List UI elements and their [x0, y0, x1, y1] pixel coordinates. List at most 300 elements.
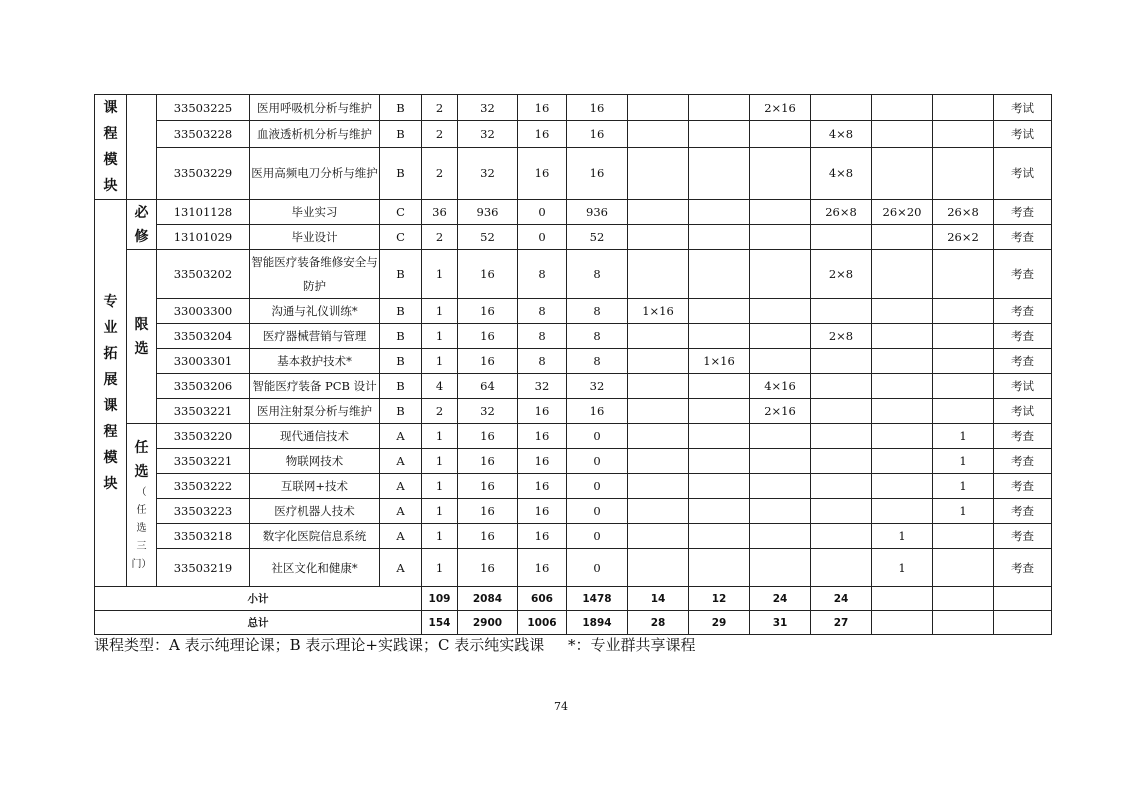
table-row [95, 399, 1052, 424]
semester-3 [750, 299, 811, 324]
theory-hours: 16 [518, 499, 567, 524]
semester-5 [872, 121, 933, 147]
course-code: 33003301 [157, 349, 250, 374]
module-top-char: 模 [103, 152, 118, 168]
practice-hours: 0 [567, 424, 628, 449]
module-ext-char: 课 [103, 398, 118, 414]
course-name: 毕业设计 [250, 225, 380, 250]
assessment: 考查 [994, 299, 1052, 324]
course-name: 医用呼吸机分析与维护 [250, 95, 380, 121]
semester-1 [628, 121, 689, 147]
module-top-char: 程 [103, 126, 118, 142]
course-name: 社区文化和健康* [250, 549, 380, 587]
renxuan-note-char: 三 [136, 541, 147, 552]
course-type: A [380, 499, 422, 524]
module-top-char: 块 [103, 178, 118, 194]
assessment: 考试 [994, 121, 1052, 147]
total-hours: 16 [458, 349, 518, 374]
semester-6 [933, 121, 994, 147]
practice-hours: 936 [567, 200, 628, 225]
table-row [95, 424, 1052, 449]
summary-credit: 154 [422, 611, 458, 635]
theory-hours: 8 [518, 250, 567, 299]
theory-hours: 16 [518, 95, 567, 121]
summary-s1: 14 [628, 587, 689, 611]
practice-hours: 0 [567, 499, 628, 524]
credit: 1 [422, 250, 458, 299]
credit: 1 [422, 524, 458, 549]
renxuan-char: 选 [134, 464, 149, 480]
summary-total: 2084 [458, 587, 518, 611]
semester-4 [811, 499, 872, 524]
theory-hours: 16 [518, 549, 567, 587]
semester-4 [811, 374, 872, 399]
semester-2 [689, 449, 750, 474]
xianxuan-char: 限 [134, 316, 149, 333]
total-hours: 16 [458, 549, 518, 587]
theory-hours: 16 [518, 424, 567, 449]
theory-hours: 16 [518, 524, 567, 549]
semester-1 [628, 424, 689, 449]
table-row [95, 499, 1052, 524]
course-type: A [380, 474, 422, 499]
semester-1 [628, 474, 689, 499]
total-hours: 16 [458, 299, 518, 324]
practice-hours: 8 [567, 324, 628, 349]
renxuan-note-char: 门） [131, 559, 152, 570]
total-hours: 32 [458, 95, 518, 121]
total-hours: 64 [458, 374, 518, 399]
course-type: B [380, 374, 422, 399]
assessment: 考查 [994, 250, 1052, 299]
table-row [95, 200, 1052, 225]
semester-6 [933, 549, 994, 587]
semester-4 [811, 225, 872, 250]
table-row [95, 474, 1052, 499]
assessment: 考查 [994, 200, 1052, 225]
course-type: B [380, 95, 422, 121]
total-hours: 936 [458, 200, 518, 225]
course-type: A [380, 549, 422, 587]
semester-3 [750, 250, 811, 299]
theory-hours: 8 [518, 299, 567, 324]
module-ext-char: 程 [103, 424, 118, 440]
table-row [95, 324, 1052, 349]
semester-6 [933, 324, 994, 349]
semester-2 [689, 299, 750, 324]
semester-5 [872, 399, 933, 424]
total-hours: 52 [458, 225, 518, 250]
bixiu-char: 修 [134, 228, 149, 245]
total-hours: 16 [458, 449, 518, 474]
semester-1 [628, 374, 689, 399]
credit: 2 [422, 399, 458, 424]
table-row [95, 299, 1052, 324]
course-type: A [380, 424, 422, 449]
practice-hours: 16 [567, 399, 628, 424]
semester-3 [750, 200, 811, 225]
semester-4 [811, 424, 872, 449]
semester-1 [628, 324, 689, 349]
course-name: 医用注射泵分析与维护 [250, 399, 380, 424]
module-top-char: 课 [103, 100, 118, 116]
course-type: B [380, 299, 422, 324]
course-code: 33503223 [157, 499, 250, 524]
assessment: 考查 [994, 499, 1052, 524]
summary-s1: 28 [628, 611, 689, 635]
course-code: 33503206 [157, 374, 250, 399]
semester-6: 1 [933, 424, 994, 449]
course-name: 医疗器械营销与管理 [250, 324, 380, 349]
semester-6 [933, 399, 994, 424]
theory-hours: 8 [518, 349, 567, 374]
sub-group-cell [127, 250, 157, 424]
total-hours: 16 [458, 324, 518, 349]
summary-theory: 1006 [518, 611, 567, 635]
semester-1 [628, 549, 689, 587]
semester-2 [689, 424, 750, 449]
semester-6: 1 [933, 449, 994, 474]
semester-1 [628, 225, 689, 250]
renxuan-char: 任 [134, 440, 149, 456]
credit: 2 [422, 95, 458, 121]
semester-2 [689, 549, 750, 587]
summary-s2: 29 [689, 611, 750, 635]
semester-3 [750, 324, 811, 349]
semester-2 [689, 121, 750, 147]
grand-total-row [95, 611, 1052, 635]
credit: 2 [422, 121, 458, 147]
course-name: 血液透析机分析与维护 [250, 121, 380, 147]
summary-empty [994, 587, 1052, 611]
course-name: 智能医疗装备维修安全与防护 [250, 250, 380, 299]
summary-s3: 24 [750, 587, 811, 611]
credit: 1 [422, 549, 458, 587]
semester-5 [872, 299, 933, 324]
practice-hours: 52 [567, 225, 628, 250]
semester-3 [750, 424, 811, 449]
semester-2 [689, 524, 750, 549]
summary-s4: 27 [811, 611, 872, 635]
module-group-cell [95, 95, 127, 200]
credit: 1 [422, 474, 458, 499]
course-name: 毕业实习 [250, 200, 380, 225]
semester-4: 2×8 [811, 324, 872, 349]
practice-hours: 8 [567, 349, 628, 374]
course-type: B [380, 250, 422, 299]
course-schedule-table [94, 94, 1052, 635]
credit: 2 [422, 147, 458, 200]
course-name: 互联网+技术 [250, 474, 380, 499]
semester-3 [750, 147, 811, 200]
semester-5 [872, 324, 933, 349]
semester-2 [689, 95, 750, 121]
semester-2 [689, 200, 750, 225]
module-group-cell [95, 200, 127, 587]
theory-hours: 16 [518, 449, 567, 474]
table-row [95, 250, 1052, 299]
semester-3 [750, 225, 811, 250]
practice-hours: 0 [567, 449, 628, 474]
assessment: 考查 [994, 225, 1052, 250]
total-hours: 32 [458, 147, 518, 200]
summary-empty [872, 611, 933, 635]
summary-empty [933, 587, 994, 611]
semester-2 [689, 324, 750, 349]
semester-3 [750, 449, 811, 474]
theory-hours: 8 [518, 324, 567, 349]
renxuan-note-char: （ [136, 487, 147, 498]
course-type: B [380, 399, 422, 424]
theory-hours: 16 [518, 474, 567, 499]
total-hours: 16 [458, 424, 518, 449]
assessment: 考查 [994, 324, 1052, 349]
theory-hours: 16 [518, 399, 567, 424]
semester-1 [628, 349, 689, 374]
semester-5 [872, 449, 933, 474]
semester-1 [628, 524, 689, 549]
course-name: 智能医疗装备 PCB 设计 [250, 374, 380, 399]
semester-5 [872, 349, 933, 374]
semester-4: 2×8 [811, 250, 872, 299]
sub-group-cell [127, 95, 157, 200]
module-ext-char: 块 [103, 476, 118, 492]
course-code: 33503202 [157, 250, 250, 299]
semester-6 [933, 250, 994, 299]
total-hours: 16 [458, 474, 518, 499]
module-ext-char: 拓 [103, 346, 118, 362]
summary-label: 总计 [95, 611, 422, 635]
subtotal-row [95, 587, 1052, 611]
renxuan-note-char: 选 [136, 523, 147, 534]
assessment: 考查 [994, 549, 1052, 587]
summary-empty [994, 611, 1052, 635]
credit: 4 [422, 374, 458, 399]
module-ext-char: 专 [103, 294, 118, 310]
course-code: 33503204 [157, 324, 250, 349]
table-row [95, 374, 1052, 399]
table-row [95, 225, 1052, 250]
course-code: 33003300 [157, 299, 250, 324]
semester-3 [750, 524, 811, 549]
semester-2 [689, 374, 750, 399]
semester-5 [872, 499, 933, 524]
course-code: 33503222 [157, 474, 250, 499]
total-hours: 16 [458, 250, 518, 299]
semester-3: 2×16 [750, 95, 811, 121]
semester-1: 1×16 [628, 299, 689, 324]
page-number: 74 [554, 700, 568, 713]
semester-6: 26×2 [933, 225, 994, 250]
summary-label: 小计 [95, 587, 422, 611]
assessment: 考查 [994, 349, 1052, 374]
course-name: 沟通与礼仪训练* [250, 299, 380, 324]
practice-hours: 8 [567, 250, 628, 299]
table-row [95, 449, 1052, 474]
course-type: A [380, 524, 422, 549]
assessment: 考试 [994, 374, 1052, 399]
semester-4 [811, 349, 872, 374]
theory-hours: 16 [518, 147, 567, 200]
course-type: B [380, 147, 422, 200]
total-hours: 16 [458, 499, 518, 524]
semester-6: 1 [933, 474, 994, 499]
practice-hours: 32 [567, 374, 628, 399]
semester-5: 26×20 [872, 200, 933, 225]
assessment: 考试 [994, 147, 1052, 200]
credit: 1 [422, 324, 458, 349]
semester-6: 1 [933, 499, 994, 524]
semester-4: 4×8 [811, 147, 872, 200]
course-code: 33503221 [157, 399, 250, 424]
course-type: A [380, 449, 422, 474]
semester-2: 1×16 [689, 349, 750, 374]
summary-practice: 1894 [567, 611, 628, 635]
semester-5 [872, 424, 933, 449]
table-row [95, 95, 1052, 121]
theory-hours: 0 [518, 225, 567, 250]
course-name: 医用高频电刀分析与维护 [250, 147, 380, 200]
course-code: 13101029 [157, 225, 250, 250]
semester-4 [811, 449, 872, 474]
renxuan-note [127, 484, 156, 574]
theory-hours: 0 [518, 200, 567, 225]
semester-5 [872, 474, 933, 499]
credit: 1 [422, 449, 458, 474]
semester-1 [628, 399, 689, 424]
course-code: 13101128 [157, 200, 250, 225]
semester-3 [750, 474, 811, 499]
practice-hours: 16 [567, 147, 628, 200]
semester-6 [933, 524, 994, 549]
semester-1 [628, 95, 689, 121]
semester-1 [628, 200, 689, 225]
table-row [95, 524, 1052, 549]
semester-5 [872, 250, 933, 299]
practice-hours: 16 [567, 121, 628, 147]
semester-4 [811, 549, 872, 587]
semester-6 [933, 299, 994, 324]
course-name: 现代通信技术 [250, 424, 380, 449]
course-type: B [380, 121, 422, 147]
table-row [95, 549, 1052, 587]
semester-1 [628, 147, 689, 200]
assessment: 考查 [994, 424, 1052, 449]
summary-empty [933, 611, 994, 635]
course-code: 33503218 [157, 524, 250, 549]
summary-s2: 12 [689, 587, 750, 611]
semester-4 [811, 399, 872, 424]
total-hours: 16 [458, 524, 518, 549]
course-code: 33503221 [157, 449, 250, 474]
course-name: 医疗机器人技术 [250, 499, 380, 524]
practice-hours: 8 [567, 299, 628, 324]
summary-credit: 109 [422, 587, 458, 611]
semester-1 [628, 499, 689, 524]
course-type: C [380, 200, 422, 225]
assessment: 考试 [994, 95, 1052, 121]
semester-2 [689, 225, 750, 250]
assessment: 考查 [994, 449, 1052, 474]
course-code: 33503220 [157, 424, 250, 449]
semester-6 [933, 349, 994, 374]
semester-4 [811, 474, 872, 499]
course-name: 基本救护技术* [250, 349, 380, 374]
semester-5: 1 [872, 549, 933, 587]
semester-3: 4×16 [750, 374, 811, 399]
credit: 1 [422, 424, 458, 449]
practice-hours: 0 [567, 474, 628, 499]
semester-5 [872, 225, 933, 250]
total-hours: 32 [458, 399, 518, 424]
semester-4 [811, 299, 872, 324]
course-type: B [380, 349, 422, 374]
semester-4: 4×8 [811, 121, 872, 147]
summary-practice: 1478 [567, 587, 628, 611]
course-code: 33503219 [157, 549, 250, 587]
module-ext-char: 业 [103, 320, 118, 336]
semester-6 [933, 95, 994, 121]
theory-hours: 16 [518, 121, 567, 147]
assessment: 考查 [994, 524, 1052, 549]
credit: 36 [422, 200, 458, 225]
table-row [95, 121, 1052, 147]
course-code: 33503229 [157, 147, 250, 200]
semester-6 [933, 147, 994, 200]
semester-1 [628, 449, 689, 474]
course-code: 33503225 [157, 95, 250, 121]
credit: 2 [422, 225, 458, 250]
summary-total: 2900 [458, 611, 518, 635]
module-ext-char: 模 [103, 450, 118, 466]
module-ext-char: 展 [103, 372, 118, 388]
semester-4 [811, 524, 872, 549]
summary-s4: 24 [811, 587, 872, 611]
course-name: 数字化医院信息系统 [250, 524, 380, 549]
semester-5 [872, 147, 933, 200]
renxuan-note-char: 任 [136, 505, 147, 516]
course-type: B [380, 324, 422, 349]
credit: 1 [422, 349, 458, 374]
semester-6: 26×8 [933, 200, 994, 225]
course-code: 33503228 [157, 121, 250, 147]
theory-hours: 32 [518, 374, 567, 399]
summary-empty [872, 587, 933, 611]
course-type-note: 课程类型：A 表示纯理论课；B 表示理论+实践课；C 表示纯实践课 *：专业群共享课程 [94, 636, 696, 654]
semester-3 [750, 121, 811, 147]
assessment: 考查 [994, 474, 1052, 499]
semester-6 [933, 374, 994, 399]
credit: 1 [422, 299, 458, 324]
course-type: C [380, 225, 422, 250]
semester-3 [750, 499, 811, 524]
assessment: 考试 [994, 399, 1052, 424]
semester-3: 2×16 [750, 399, 811, 424]
total-hours: 32 [458, 121, 518, 147]
table-row [95, 147, 1052, 200]
semester-2 [689, 399, 750, 424]
credit: 1 [422, 499, 458, 524]
practice-hours: 0 [567, 524, 628, 549]
bixiu-char: 必 [134, 204, 149, 221]
summary-s3: 31 [750, 611, 811, 635]
semester-4: 26×8 [811, 200, 872, 225]
semester-2 [689, 147, 750, 200]
table-row [95, 349, 1052, 374]
semester-1 [628, 250, 689, 299]
sub-group-cell [127, 424, 157, 587]
semester-2 [689, 474, 750, 499]
